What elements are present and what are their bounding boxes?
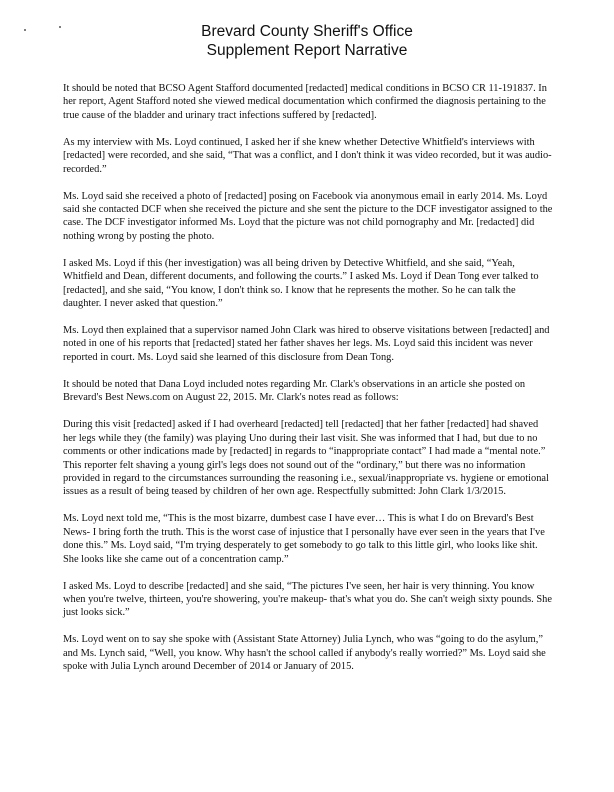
- narrative-paragraph: It should be noted that BCSO Agent Stafford documented [redacted] medical conditions in BCSO CR 11-191837. In her report, Agent Stafford noted she viewed medical documentation which confirmed the diagnosis pertaining to the true cause of the bladder and urinary tract infections suffered by [redacted].: [63, 83, 547, 121]
- agency-title: Brevard County Sheriff's Office: [201, 23, 413, 40]
- narrative-paragraph: I asked Ms. Loyd to describe [redacted] and she said, “The pictures I've seen, her hair is very thinning. You know when you're twelve, thirteen, you're showering, you're makeup- that's what you do. She can't weigh sixty pounds. She just looks sick.”: [63, 580, 552, 619]
- narrative-body: [63, 82, 553, 687]
- narrative-paragraph: As my interview with Ms. Loyd continued, I asked her if she knew whether Detective Whitfield's interviews with [redacted] were recorded, and she said, “That was a conflict, and I don't think it was video recorded, but it was audio-recorded.”: [63, 136, 552, 175]
- narrative-paragraph: Ms. Loyd said she received a photo of [redacted] posing on Facebook via anonymous email in early 2014. Ms. Loyd said she contacted DCF when she received the picture and she sent the picture to the DCF investigator assigned to the case. The DCF investigator informed Ms. Loyd that the picture was not child pornography and Mr. [redacted] did nothing wrong by posting the photo.: [63, 190, 553, 242]
- narrative-paragraph: Ms. Loyd went on to say she spoke with (Assistant State Attorney) Julia Lynch, who was “going to do the asylum,” and Ms. Lynch said, “Well, you know. Why hasn't the school called if anybody's really worried?” Ms. Loyd said she spoke with Julia Lynch around December of 2014 or January of 2015.: [63, 634, 546, 673]
- narrative-paragraph: Ms. Loyd then explained that a supervisor named John Clark was hired to observe visitations between [redacted] and noted in one of his reports that [redacted] stated her father shaves her legs. Ms. Loyd said this incident was never reported in court. Ms. Loyd said she learned of this disclosure from Dean Tong.: [63, 325, 550, 363]
- narrative-paragraph: It should be noted that Dana Loyd included notes regarding Mr. Clark's observations in an article she posted on Brevard's Best News.com on August 22, 2015. Mr. Clark's notes read as follows:: [63, 378, 526, 404]
- quoted-notes: During this visit [redacted] asked if I had overheard [redacted] tell [redacted] that her father [redacted] had shaved her legs while they (the family) was playing Uno during their last visit. She was informed that I had, but due to no comments or other indications made by [redacted] in regards to “inappropriate contact” I had made a “mental note.” This reporter felt shaving a young girl's legs does not sound out of the “ordinary,” but there was no information provided in regard to the circumstances surrounding the reasoning i.e., sexual/inappropriate vs. hygiene or emotional issues as a result of being teased by children of her own age. Respectfully submitted: John Clark 1/3/2015.: [63, 419, 549, 498]
- narrative-paragraph: I asked Ms. Loyd if this (her investigation) was all being driven by Detective Whitfield, and she said, “Yeah, Whitfield and Dean, different documents, and following the courts.” I asked Ms. Loyd if Dean Tong ever talked to [redacted], and she said, “You know, I don't think so. I know that he represents the mother. So he can talk the daughter. I never asked that question.”: [63, 257, 539, 310]
- report-title: Supplement Report Narrative: [206, 42, 408, 59]
- narrative-paragraph: Ms. Loyd next told me, “This is the most bizarre, dumbest case I have ever… This is what I do on Brevard's Best News- I bring forth the truth. This is the worst case of injustice that I personally have ever seen in the years that I've done this.” Ms. Loyd said, “I'm trying desperately to get somebody to go talk to this little girl, who looks like shit. She looks like she came out of a concentration camp.”: [63, 513, 545, 565]
